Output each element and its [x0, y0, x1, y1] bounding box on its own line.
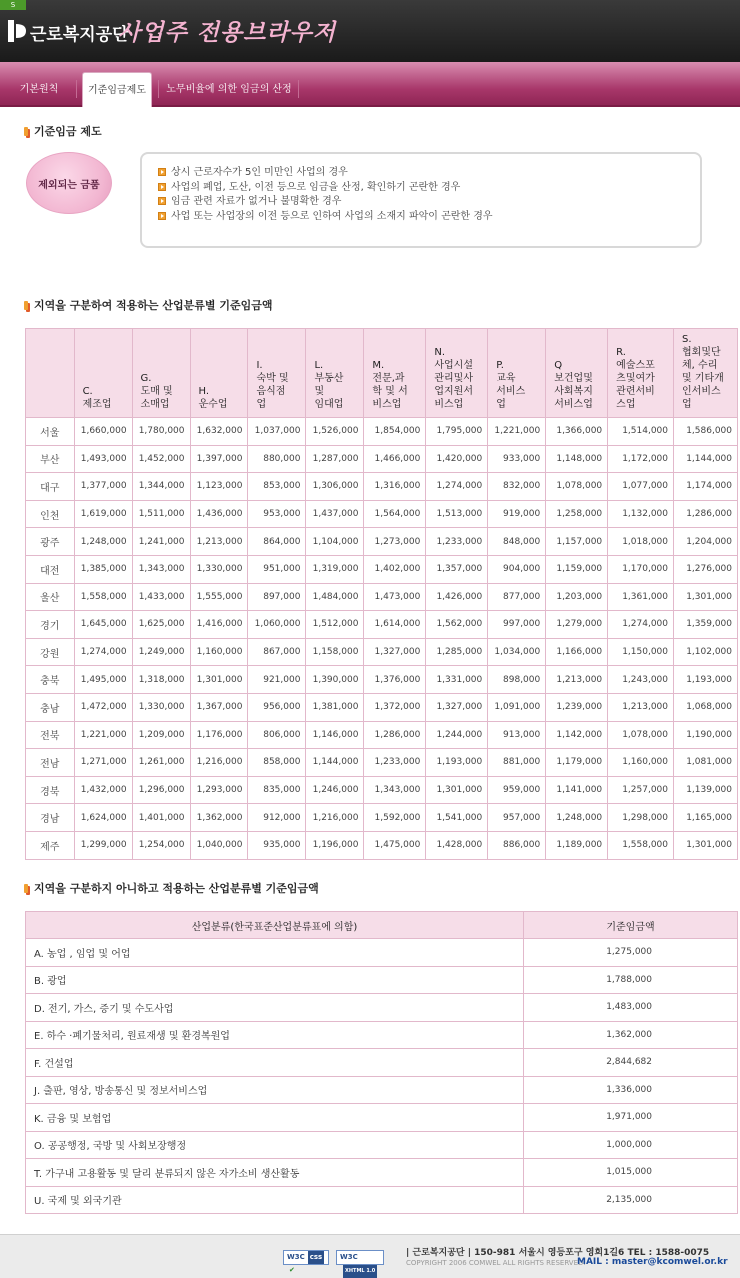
- wage-cell: 1,176,000: [190, 721, 248, 749]
- wage-cell: 1,361,000: [608, 583, 674, 611]
- column-header-amount: 기준임금액: [524, 912, 738, 939]
- wage-cell: 1,416,000: [190, 611, 248, 639]
- wage-cell: 957,000: [488, 804, 546, 832]
- wage-cell: 912,000: [248, 804, 306, 832]
- wage-cell: 1,390,000: [306, 666, 364, 694]
- list-item: 사업의 폐업, 도산, 이전 등으로 임금을 산정, 확인하기 곤란한 경우: [158, 181, 700, 196]
- region-cell: 전북: [26, 721, 75, 749]
- wage-cell: 1,472,000: [74, 693, 132, 721]
- tab-standard-wage[interactable]: 기준임금제도: [82, 72, 152, 107]
- wage-cell: 1,614,000: [364, 611, 426, 639]
- wage-cell: 933,000: [488, 445, 546, 473]
- wage-cell: 1,034,000: [488, 638, 546, 666]
- amount-cell: 1,336,000: [524, 1076, 738, 1104]
- wage-cell: 1,213,000: [608, 693, 674, 721]
- arrow-bullet-icon: [158, 168, 166, 176]
- wage-cell: 1,141,000: [546, 776, 608, 804]
- table-row: [26, 1076, 738, 1104]
- wage-cell: 1,367,000: [190, 693, 248, 721]
- wage-cell: 1,301,000: [426, 776, 488, 804]
- column-header-region: [26, 329, 75, 418]
- wage-cell: 1,081,000: [674, 749, 738, 777]
- wage-cell: 1,558,000: [608, 831, 674, 859]
- column-header-industry: L. 부동산 및 임대업: [306, 329, 364, 418]
- table-row: [26, 1049, 738, 1077]
- wage-cell: 1,246,000: [306, 776, 364, 804]
- wage-cell: 1,104,000: [306, 528, 364, 556]
- industry-cell: D. 전기, 가스, 증기 및 수도사업: [26, 994, 524, 1022]
- wage-cell: 1,276,000: [674, 555, 738, 583]
- wage-cell: 1,330,000: [190, 555, 248, 583]
- wage-cell: 880,000: [248, 445, 306, 473]
- wage-cell: 1,193,000: [426, 749, 488, 777]
- org-name: 근로복지공단: [30, 25, 129, 45]
- wage-cell: 1,452,000: [132, 445, 190, 473]
- wage-cell: 1,203,000: [546, 583, 608, 611]
- wage-cell: 1,271,000: [74, 749, 132, 777]
- table-row: [26, 555, 738, 583]
- wage-cell: 913,000: [488, 721, 546, 749]
- table-row: [26, 1186, 738, 1214]
- w3c-xhtml-badge[interactable]: W3CXHTML 1.0: [336, 1250, 384, 1265]
- wage-cell: 1,243,000: [608, 666, 674, 694]
- wage-cell: 897,000: [248, 583, 306, 611]
- wage-cell: 1,287,000: [306, 445, 364, 473]
- wage-cell: 1,344,000: [132, 473, 190, 501]
- wage-cell: 1,558,000: [74, 583, 132, 611]
- region-cell: 대구: [26, 473, 75, 501]
- wage-cell: 1,166,000: [546, 638, 608, 666]
- region-cell: 강원: [26, 638, 75, 666]
- wage-cell: 935,000: [248, 831, 306, 859]
- wage-cell: 1,293,000: [190, 776, 248, 804]
- region-cell: 울산: [26, 583, 75, 611]
- wage-cell: 1,204,000: [674, 528, 738, 556]
- bullet-icon: [24, 127, 28, 136]
- wage-cell: 1,385,000: [74, 555, 132, 583]
- amount-cell: 1,000,000: [524, 1131, 738, 1159]
- wage-cell: 1,172,000: [608, 445, 674, 473]
- wage-cell: 1,144,000: [674, 445, 738, 473]
- wage-cell: 867,000: [248, 638, 306, 666]
- wage-cell: 1,484,000: [306, 583, 364, 611]
- regional-wage-table: [25, 328, 738, 860]
- wage-cell: 1,473,000: [364, 583, 426, 611]
- wage-cell: 1,146,000: [306, 721, 364, 749]
- region-cell: 인천: [26, 500, 75, 528]
- wage-cell: 1,018,000: [608, 528, 674, 556]
- table-row: [26, 583, 738, 611]
- region-cell: 서울: [26, 418, 75, 446]
- wage-cell: 848,000: [488, 528, 546, 556]
- tab-labor-cost-ratio[interactable]: 노무비율에 의한 임금의 산정: [166, 84, 292, 95]
- table-row: [26, 1104, 738, 1132]
- wage-cell: 1,466,000: [364, 445, 426, 473]
- wage-cell: 1,261,000: [132, 749, 190, 777]
- wage-cell: 1,331,000: [426, 666, 488, 694]
- wage-cell: 1,376,000: [364, 666, 426, 694]
- wage-cell: 1,377,000: [74, 473, 132, 501]
- wage-cell: 1,285,000: [426, 638, 488, 666]
- table-row: [26, 721, 738, 749]
- list-item: 사업 또는 사업장의 이전 등으로 인하여 사업의 소재지 파악이 곤란한 경우: [158, 210, 700, 225]
- wage-cell: 1,624,000: [74, 804, 132, 832]
- wage-cell: 886,000: [488, 831, 546, 859]
- column-header-industry: N. 사업시설 관리및사 업지원서 비스업: [426, 329, 488, 418]
- wage-cell: 1,139,000: [674, 776, 738, 804]
- table-row: [26, 418, 738, 446]
- wage-cell: 835,000: [248, 776, 306, 804]
- wage-cell: 1,196,000: [306, 831, 364, 859]
- wage-cell: 1,586,000: [674, 418, 738, 446]
- wage-cell: 904,000: [488, 555, 546, 583]
- wage-cell: 1,660,000: [74, 418, 132, 446]
- wage-cell: 1,296,000: [132, 776, 190, 804]
- amount-cell: 1,483,000: [524, 994, 738, 1022]
- table-row: [26, 445, 738, 473]
- wage-cell: 1,343,000: [364, 776, 426, 804]
- wage-cell: 1,221,000: [74, 721, 132, 749]
- wage-cell: 1,068,000: [674, 693, 738, 721]
- wage-cell: 1,362,000: [190, 804, 248, 832]
- logo-icon: [6, 18, 28, 44]
- wage-cell: 1,060,000: [248, 611, 306, 639]
- wage-cell: 877,000: [488, 583, 546, 611]
- wage-cell: 919,000: [488, 500, 546, 528]
- wage-cell: 997,000: [488, 611, 546, 639]
- region-cell: 경북: [26, 776, 75, 804]
- wage-cell: 1,402,000: [364, 555, 426, 583]
- wage-cell: 1,397,000: [190, 445, 248, 473]
- wage-cell: 1,189,000: [546, 831, 608, 859]
- table-row: [26, 1159, 738, 1187]
- wage-cell: 1,319,000: [306, 555, 364, 583]
- industry-cell: F. 건설업: [26, 1049, 524, 1077]
- wage-cell: 959,000: [488, 776, 546, 804]
- industry-cell: T. 가구내 고용활동 및 달리 분류되지 않은 자가소비 생산활동: [26, 1159, 524, 1187]
- wage-cell: 1,158,000: [306, 638, 364, 666]
- column-header-industry: M. 전문,과 학 및 서 비스업: [364, 329, 426, 418]
- wage-cell: 1,102,000: [674, 638, 738, 666]
- wage-cell: 1,174,000: [674, 473, 738, 501]
- wage-cell: 1,078,000: [608, 721, 674, 749]
- table-row: [26, 994, 738, 1022]
- wage-cell: 864,000: [248, 528, 306, 556]
- bullet-icon: [24, 884, 28, 893]
- wage-cell: 1,209,000: [132, 721, 190, 749]
- wage-cell: 1,257,000: [608, 776, 674, 804]
- column-header-industry: C. 제조업: [74, 329, 132, 418]
- region-cell: 충북: [26, 666, 75, 694]
- wage-cell: 1,193,000: [674, 666, 738, 694]
- wage-cell: 1,274,000: [426, 473, 488, 501]
- wage-cell: 898,000: [488, 666, 546, 694]
- industry-cell: K. 금융 및 보험업: [26, 1104, 524, 1132]
- wage-cell: 1,221,000: [488, 418, 546, 446]
- wage-cell: 1,562,000: [426, 611, 488, 639]
- industry-cell: O. 공공행정, 국방 및 사회보장행정: [26, 1131, 524, 1159]
- footer-copyright: COPYRIGHT 2006 COMWEL ALL RIGHTS RESERVED.: [406, 1259, 586, 1267]
- wage-cell: 1,619,000: [74, 500, 132, 528]
- table-row: [26, 749, 738, 777]
- wage-cell: 1,160,000: [190, 638, 248, 666]
- wage-cell: 1,357,000: [426, 555, 488, 583]
- wage-cell: 1,330,000: [132, 693, 190, 721]
- wage-cell: 1,436,000: [190, 500, 248, 528]
- wage-cell: 1,513,000: [426, 500, 488, 528]
- wage-cell: 1,213,000: [546, 666, 608, 694]
- browser-badge[interactable]: S: [0, 0, 26, 10]
- wage-cell: 1,144,000: [306, 749, 364, 777]
- wage-cell: 1,526,000: [306, 418, 364, 446]
- column-header-industry: H. 운수업: [190, 329, 248, 418]
- wage-cell: 881,000: [488, 749, 546, 777]
- amount-cell: 2,844,682: [524, 1049, 738, 1077]
- column-header-industry: I. 숙박 및 음식점 업: [248, 329, 306, 418]
- column-header-industry: S. 협회및단 체, 수리 및 기타개 인서비스 업: [674, 329, 738, 418]
- wage-cell: 1,564,000: [364, 500, 426, 528]
- wage-cell: 1,274,000: [74, 638, 132, 666]
- wage-cell: 1,511,000: [132, 500, 190, 528]
- wage-cell: 806,000: [248, 721, 306, 749]
- column-header-industry: G. 도매 및 소매업: [132, 329, 190, 418]
- wage-cell: 1,165,000: [674, 804, 738, 832]
- section-title-national: 지역을 구분하지 아니하고 적용하는 산업분류별 기준임금액: [24, 880, 319, 896]
- wage-cell: 1,299,000: [74, 831, 132, 859]
- wage-cell: 1,592,000: [364, 804, 426, 832]
- amount-cell: 1,971,000: [524, 1104, 738, 1132]
- arrow-bullet-icon: [158, 197, 166, 205]
- wage-cell: 1,327,000: [364, 638, 426, 666]
- wage-cell: 1,420,000: [426, 445, 488, 473]
- wage-cell: 1,037,000: [248, 418, 306, 446]
- wage-cell: 1,241,000: [132, 528, 190, 556]
- wage-cell: 1,254,000: [132, 831, 190, 859]
- excluded-items-list: [140, 152, 702, 248]
- table-row: [26, 1021, 738, 1049]
- wage-cell: 921,000: [248, 666, 306, 694]
- wage-cell: 1,286,000: [674, 500, 738, 528]
- wage-cell: 1,040,000: [190, 831, 248, 859]
- wage-cell: 1,279,000: [546, 611, 608, 639]
- table-row: [26, 776, 738, 804]
- wage-cell: 1,541,000: [426, 804, 488, 832]
- wage-cell: 1,301,000: [674, 583, 738, 611]
- arrow-bullet-icon: [158, 212, 166, 220]
- wage-cell: 1,132,000: [608, 500, 674, 528]
- wage-cell: 1,645,000: [74, 611, 132, 639]
- wage-cell: 953,000: [248, 500, 306, 528]
- footer-mail-link[interactable]: MAIL : master@kcomwel.or.kr: [577, 1257, 728, 1267]
- industry-cell: U. 국제 및 외국기관: [26, 1186, 524, 1214]
- column-header-industry: Q 보건업및 사회복지 서비스업: [546, 329, 608, 418]
- wage-cell: 1,301,000: [190, 666, 248, 694]
- wage-cell: 1,273,000: [364, 528, 426, 556]
- wage-cell: 1,493,000: [74, 445, 132, 473]
- wage-cell: 1,401,000: [132, 804, 190, 832]
- check-icon: ✔: [289, 1266, 295, 1274]
- footer-address: | 근로복지공단 | 150-981 서울시 영등포구 영희1길6 TEL : 1588-0075: [406, 1248, 710, 1258]
- section-title-regional: 지역을 구분하여 적용하는 산업분류별 기준임금액: [24, 297, 272, 313]
- wage-cell: 1,216,000: [190, 749, 248, 777]
- wage-cell: 1,372,000: [364, 693, 426, 721]
- wage-cell: 1,078,000: [546, 473, 608, 501]
- table-row: [26, 473, 738, 501]
- wage-cell: 1,274,000: [608, 611, 674, 639]
- wage-cell: 1,170,000: [608, 555, 674, 583]
- table-row: [26, 804, 738, 832]
- wage-cell: 1,123,000: [190, 473, 248, 501]
- wage-cell: 1,780,000: [132, 418, 190, 446]
- list-item: 임금 관련 자료가 없거나 불명확한 경우: [158, 195, 700, 210]
- wage-cell: 1,795,000: [426, 418, 488, 446]
- industry-cell: B. 광업: [26, 966, 524, 994]
- w3c-css-badge[interactable]: W3C css✔: [283, 1250, 329, 1265]
- wage-cell: 1,306,000: [306, 473, 364, 501]
- industry-cell: E. 하수 ·폐기물처리, 원료재생 및 환경복원업: [26, 1021, 524, 1049]
- table-row: [26, 500, 738, 528]
- wage-cell: 1,318,000: [132, 666, 190, 694]
- wage-cell: 1,286,000: [364, 721, 426, 749]
- arrow-bullet-icon: [158, 183, 166, 191]
- wage-cell: 1,433,000: [132, 583, 190, 611]
- wage-cell: 832,000: [488, 473, 546, 501]
- table-row: [26, 638, 738, 666]
- wage-cell: 1,244,000: [426, 721, 488, 749]
- wage-cell: 858,000: [248, 749, 306, 777]
- wage-cell: 951,000: [248, 555, 306, 583]
- wage-cell: 1,142,000: [546, 721, 608, 749]
- wage-cell: 1,148,000: [546, 445, 608, 473]
- wage-cell: 1,366,000: [546, 418, 608, 446]
- wage-cell: 1,555,000: [190, 583, 248, 611]
- table-row: [26, 528, 738, 556]
- column-header-industry: R. 예술스포 츠및여가 관련서비 스업: [608, 329, 674, 418]
- column-header-industry: 산업분류(한국표준산업분류표에 의함): [26, 912, 524, 939]
- wage-cell: 1,327,000: [426, 693, 488, 721]
- wage-cell: 1,343,000: [132, 555, 190, 583]
- amount-cell: 1,015,000: [524, 1159, 738, 1187]
- table-row: [26, 611, 738, 639]
- industry-cell: J. 출판, 영상, 방송통신 및 정보서비스업: [26, 1076, 524, 1104]
- wage-cell: 1,248,000: [74, 528, 132, 556]
- wage-cell: 1,437,000: [306, 500, 364, 528]
- table-row: [26, 666, 738, 694]
- table-row: [26, 693, 738, 721]
- table-row: [26, 966, 738, 994]
- wage-cell: 1,514,000: [608, 418, 674, 446]
- region-cell: 부산: [26, 445, 75, 473]
- wage-cell: 1,157,000: [546, 528, 608, 556]
- wage-cell: 1,091,000: [488, 693, 546, 721]
- bullet-icon: [24, 301, 28, 310]
- wage-cell: 1,179,000: [546, 749, 608, 777]
- wage-cell: 1,381,000: [306, 693, 364, 721]
- wage-cell: 1,316,000: [364, 473, 426, 501]
- national-wage-table: [25, 911, 738, 1214]
- region-cell: 제주: [26, 831, 75, 859]
- amount-cell: 1,362,000: [524, 1021, 738, 1049]
- table-row: [26, 939, 738, 967]
- wage-cell: 1,249,000: [132, 638, 190, 666]
- wage-cell: 853,000: [248, 473, 306, 501]
- table-row: [26, 831, 738, 859]
- amount-cell: 1,275,000: [524, 939, 738, 967]
- wage-cell: 1,159,000: [546, 555, 608, 583]
- wage-cell: 956,000: [248, 693, 306, 721]
- wage-cell: 1,512,000: [306, 611, 364, 639]
- excluded-items-badge: 제외되는 금품: [26, 152, 112, 214]
- region-cell: 경기: [26, 611, 75, 639]
- wage-cell: 1,233,000: [364, 749, 426, 777]
- wage-cell: 1,854,000: [364, 418, 426, 446]
- region-cell: 충남: [26, 693, 75, 721]
- list-item: 상시 근로자수가 5인 미만인 사업의 경우: [158, 166, 700, 181]
- wage-cell: 1,428,000: [426, 831, 488, 859]
- wage-cell: 1,258,000: [546, 500, 608, 528]
- amount-cell: 1,788,000: [524, 966, 738, 994]
- table-row: [26, 1131, 738, 1159]
- wage-cell: 1,216,000: [306, 804, 364, 832]
- wage-cell: 1,190,000: [674, 721, 738, 749]
- amount-cell: 2,135,000: [524, 1186, 738, 1214]
- wage-cell: 1,426,000: [426, 583, 488, 611]
- wage-cell: 1,233,000: [426, 528, 488, 556]
- wage-cell: 1,301,000: [674, 831, 738, 859]
- wage-cell: 1,632,000: [190, 418, 248, 446]
- region-cell: 대전: [26, 555, 75, 583]
- region-cell: 전남: [26, 749, 75, 777]
- section-title-standard-wage: 기준임금 제도: [24, 123, 102, 139]
- wage-cell: 1,495,000: [74, 666, 132, 694]
- column-header-industry: P. 교육 서비스 업: [488, 329, 546, 418]
- wage-cell: 1,213,000: [190, 528, 248, 556]
- wage-cell: 1,077,000: [608, 473, 674, 501]
- wage-cell: 1,298,000: [608, 804, 674, 832]
- site-title: 사업주 전용브라우저: [118, 19, 336, 46]
- wage-cell: 1,625,000: [132, 611, 190, 639]
- region-cell: 경남: [26, 804, 75, 832]
- wage-cell: 1,239,000: [546, 693, 608, 721]
- wage-cell: 1,359,000: [674, 611, 738, 639]
- tab-basic-principle[interactable]: 기본원칙: [19, 84, 59, 95]
- wage-cell: 1,248,000: [546, 804, 608, 832]
- industry-cell: A. 농업 , 임업 및 어업: [26, 939, 524, 967]
- wage-cell: 1,475,000: [364, 831, 426, 859]
- wage-cell: 1,160,000: [608, 749, 674, 777]
- region-cell: 광주: [26, 528, 75, 556]
- wage-cell: 1,150,000: [608, 638, 674, 666]
- wage-cell: 1,432,000: [74, 776, 132, 804]
